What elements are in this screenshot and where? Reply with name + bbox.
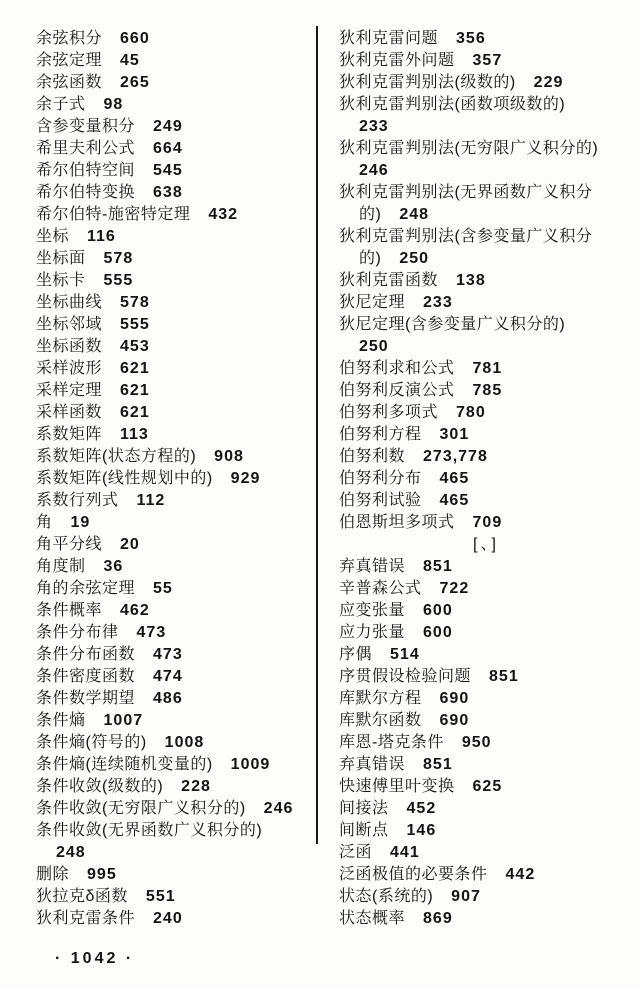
entry-term: 弃真错误 bbox=[339, 558, 406, 575]
entry-term: 希尔伯特变换 bbox=[36, 184, 136, 201]
entry-term: 状态(系统的) bbox=[339, 888, 434, 905]
entry-term: 序偶 bbox=[339, 646, 373, 663]
entry-term: 间接法 bbox=[339, 800, 389, 817]
index-entry-line bbox=[339, 842, 633, 864]
entry-page-number: 555 bbox=[103, 272, 134, 289]
index-entry-line bbox=[339, 446, 633, 468]
entry-page-number: 781 bbox=[472, 360, 503, 377]
entry-page-number: 45 bbox=[120, 52, 140, 69]
entry-term: 狄利克雷判别法(含参变量广义积分 bbox=[339, 228, 593, 245]
entry-term: 坐标函数 bbox=[36, 338, 103, 355]
entry-term: 系数行列式 bbox=[36, 492, 119, 509]
index-entry-line bbox=[339, 336, 633, 358]
entry-page-number: 578 bbox=[103, 250, 134, 267]
index-entry-line bbox=[339, 600, 633, 622]
index-entry-line bbox=[36, 754, 314, 776]
entry-term: 狄尼定理(含参变量广义积分的) bbox=[339, 316, 566, 333]
entry-term: 条件熵(连续随机变量的) bbox=[36, 756, 213, 773]
index-entry-line bbox=[36, 776, 314, 798]
entry-term: 条件密度函数 bbox=[36, 668, 136, 685]
entry-term: 条件熵 bbox=[36, 712, 86, 729]
entry-term: 系数矩阵(状态方程的) bbox=[36, 448, 197, 465]
entry-page-number: 453 bbox=[120, 338, 150, 355]
entry-term: 希尔伯特空间 bbox=[36, 162, 136, 179]
index-entry-line bbox=[339, 556, 633, 578]
entry-page-number: 690 bbox=[439, 690, 470, 707]
entry-page-number: 1009 bbox=[230, 756, 271, 773]
index-entry-line bbox=[36, 446, 314, 468]
entry-page-number: 250 bbox=[359, 338, 389, 355]
entry-term: 角的余弦定理 bbox=[36, 580, 136, 597]
column-divider-rule bbox=[316, 26, 318, 844]
entry-page-number: 240 bbox=[153, 910, 183, 927]
index-entry-line bbox=[339, 644, 633, 666]
index-entry-line bbox=[36, 28, 314, 50]
index-entry-line bbox=[339, 292, 633, 314]
index-entry-line bbox=[339, 798, 633, 820]
entry-page-number: 625 bbox=[472, 778, 503, 795]
index-column-right bbox=[339, 28, 633, 930]
entry-page-number: 1008 bbox=[164, 734, 205, 751]
entry-term: 删除 bbox=[36, 866, 70, 883]
index-entry-line bbox=[36, 292, 314, 314]
index-entry-line bbox=[36, 50, 314, 72]
entry-term: 希尔伯特-施密特定理 bbox=[36, 206, 191, 223]
entry-term: 余弦积分 bbox=[36, 30, 103, 47]
index-entry-line bbox=[36, 578, 314, 600]
index-entry-line bbox=[339, 160, 633, 182]
index-entry-line bbox=[36, 600, 314, 622]
index-entry-line bbox=[36, 710, 314, 732]
entry-term: 状态概率 bbox=[339, 910, 406, 927]
entry-term: 余弦定理 bbox=[36, 52, 103, 69]
entry-term: 条件数学期望 bbox=[36, 690, 136, 707]
entry-page-number: 545 bbox=[153, 162, 183, 179]
entry-page-number: 555 bbox=[120, 316, 150, 333]
entry-term: 伯恩斯坦多项式 bbox=[339, 514, 455, 531]
entry-page-number: 995 bbox=[87, 866, 117, 883]
entry-term: 系数矩阵 bbox=[36, 426, 103, 443]
index-entry-line bbox=[36, 688, 314, 710]
entry-page-number: 116 bbox=[87, 228, 116, 245]
index-entry-line bbox=[339, 94, 633, 116]
index-entry-line bbox=[36, 490, 314, 512]
index-entry-line bbox=[339, 666, 633, 688]
entry-page-number: 780 bbox=[456, 404, 486, 421]
entry-term: 序贯假设检验问题 bbox=[339, 668, 472, 685]
index-entry-line bbox=[339, 358, 633, 380]
entry-page-number: 907 bbox=[451, 888, 481, 905]
index-entry-line bbox=[339, 72, 633, 94]
entry-page-number: 442 bbox=[505, 866, 536, 883]
index-entry-line bbox=[339, 50, 633, 72]
entry-term: 含参变量积分 bbox=[36, 118, 136, 135]
index-entry-line bbox=[339, 424, 633, 446]
entry-page-number: 869 bbox=[423, 910, 453, 927]
entry-page-number: 851 bbox=[423, 756, 453, 773]
index-entry-line bbox=[339, 116, 633, 138]
entry-term: 余弦函数 bbox=[36, 74, 103, 91]
entry-term: 狄利克雷判别法(函数项级数的) bbox=[339, 96, 566, 113]
entry-page-number: 229 bbox=[533, 74, 564, 91]
entry-page-number: 462 bbox=[120, 602, 150, 619]
entry-term: 泛函 bbox=[339, 844, 373, 861]
entry-term: 伯努利多项式 bbox=[339, 404, 439, 421]
index-entry-line bbox=[36, 226, 314, 248]
entry-term: 坐标卡 bbox=[36, 272, 86, 289]
index-entry-line bbox=[339, 490, 633, 512]
entry-page-number: 301 bbox=[439, 426, 470, 443]
index-entry-line bbox=[36, 336, 314, 358]
entry-page-number: 660 bbox=[120, 30, 150, 47]
entry-page-number: 273,778 bbox=[423, 448, 488, 465]
entry-term: 条件收敛(级数的) bbox=[36, 778, 164, 795]
entry-page-number: 98 bbox=[103, 96, 124, 113]
index-entry-line bbox=[339, 776, 633, 798]
entry-term: 伯努利数 bbox=[339, 448, 406, 465]
entry-page-number: 146 bbox=[406, 822, 437, 839]
entry-term: 伯努利分布 bbox=[339, 470, 422, 487]
entry-term: 条件收敛(无界函数广义积分的) bbox=[36, 822, 263, 839]
entry-term: 采样定理 bbox=[36, 382, 103, 399]
index-entry-line bbox=[36, 534, 314, 556]
entry-page-number: 55 bbox=[153, 580, 173, 597]
entry-term: 的) bbox=[359, 206, 382, 223]
index-entry-line bbox=[339, 688, 633, 710]
index-entry-line bbox=[36, 864, 314, 886]
entry-term: 角平分线 bbox=[36, 536, 103, 553]
entry-page-number: 950 bbox=[461, 734, 492, 751]
entry-term: 条件概率 bbox=[36, 602, 103, 619]
index-entry-line bbox=[36, 842, 314, 864]
entry-page-number: 248 bbox=[56, 844, 86, 861]
entry-term: 狄利克雷判别法(级数的) bbox=[339, 74, 516, 91]
entry-term: 条件分布律 bbox=[36, 624, 119, 641]
entry-page-number: 621 bbox=[120, 404, 150, 421]
index-entry-line bbox=[36, 160, 314, 182]
page-number-footer: · 1042 · bbox=[55, 950, 135, 967]
entry-page-number: 246 bbox=[263, 800, 294, 817]
index-entry-line bbox=[339, 622, 633, 644]
entry-page-number: 709 bbox=[472, 514, 503, 531]
radical-section-heading: [、] bbox=[473, 536, 499, 553]
entry-page-number: 20 bbox=[120, 536, 140, 553]
entry-page-number: 246 bbox=[359, 162, 389, 179]
entry-term: 采样波形 bbox=[36, 360, 103, 377]
entry-term: 希里夫利公式 bbox=[36, 140, 136, 157]
entry-term: 伯努利反演公式 bbox=[339, 382, 455, 399]
entry-page-number: 722 bbox=[439, 580, 470, 597]
entry-term: 库恩-塔克条件 bbox=[339, 734, 444, 751]
entry-term: 弃真错误 bbox=[339, 756, 406, 773]
entry-page-number: 851 bbox=[489, 668, 519, 685]
entry-term: 库默尔方程 bbox=[339, 690, 422, 707]
entry-term: 条件分布函数 bbox=[36, 646, 136, 663]
entry-page-number: 908 bbox=[214, 448, 244, 465]
entry-page-number: 465 bbox=[439, 470, 470, 487]
index-entry-line bbox=[36, 512, 314, 534]
entry-page-number: 265 bbox=[120, 74, 150, 91]
entry-term: 条件收敛(无穷限广义积分的) bbox=[36, 800, 246, 817]
index-entry-line bbox=[36, 270, 314, 292]
entry-term: 的) bbox=[359, 250, 382, 267]
index-entry-line bbox=[36, 622, 314, 644]
index-entry-line bbox=[339, 886, 633, 908]
entry-page-number: 228 bbox=[181, 778, 211, 795]
entry-page-number: 248 bbox=[399, 206, 430, 223]
index-entry-line bbox=[36, 116, 314, 138]
index-entry-line bbox=[36, 732, 314, 754]
entry-page-number: 441 bbox=[390, 844, 420, 861]
index-entry-line bbox=[36, 798, 314, 820]
entry-term: 角 bbox=[36, 514, 53, 531]
index-entry-line bbox=[339, 248, 633, 270]
index-entry-line bbox=[36, 886, 314, 908]
entry-term: 坐标 bbox=[36, 228, 70, 245]
index-entry-line bbox=[339, 182, 633, 204]
index-entry-line bbox=[339, 402, 633, 424]
index-entry-line bbox=[36, 556, 314, 578]
entry-term: 辛普森公式 bbox=[339, 580, 422, 597]
entry-page-number: 929 bbox=[230, 470, 261, 487]
entry-page-number: 357 bbox=[472, 52, 503, 69]
index-entry-line bbox=[339, 512, 633, 534]
entry-page-number: 473 bbox=[153, 646, 183, 663]
entry-page-number: 19 bbox=[70, 514, 91, 531]
entry-page-number: 138 bbox=[456, 272, 486, 289]
entry-term: 余子式 bbox=[36, 96, 86, 113]
entry-page-number: 851 bbox=[423, 558, 453, 575]
entry-page-number: 113 bbox=[120, 426, 149, 443]
index-entry-line bbox=[339, 204, 633, 226]
entry-page-number: 551 bbox=[145, 888, 176, 905]
index-entry-line bbox=[36, 72, 314, 94]
entry-page-number: 600 bbox=[423, 624, 453, 641]
index-entry-line bbox=[339, 820, 633, 842]
entry-page-number: 356 bbox=[456, 30, 486, 47]
entry-term: 狄利克雷判别法(无界函数广义积分 bbox=[339, 184, 593, 201]
index-entry-line bbox=[339, 314, 633, 336]
index-entry-line bbox=[36, 468, 314, 490]
entry-term: 狄利克雷函数 bbox=[339, 272, 439, 289]
entry-term: 快速傅里叶变换 bbox=[339, 778, 455, 795]
index-entry-line bbox=[339, 864, 633, 886]
index-entry-line bbox=[339, 138, 633, 160]
entry-term: 伯努利求和公式 bbox=[339, 360, 455, 377]
entry-page-number: 785 bbox=[472, 382, 503, 399]
entry-page-number: 1007 bbox=[103, 712, 144, 729]
entry-term: 泛函极值的必要条件 bbox=[339, 866, 488, 883]
entry-page-number: 664 bbox=[153, 140, 183, 157]
index-column-left bbox=[36, 28, 314, 930]
entry-term: 采样函数 bbox=[36, 404, 103, 421]
entry-page-number: 638 bbox=[153, 184, 183, 201]
entry-page-number: 249 bbox=[153, 118, 183, 135]
entry-term: 狄拉克δ函数 bbox=[36, 888, 128, 905]
entry-page-number: 514 bbox=[390, 646, 420, 663]
entry-page-number: 474 bbox=[153, 668, 183, 685]
index-entry-line bbox=[339, 468, 633, 490]
index-entry-line bbox=[36, 380, 314, 402]
entry-term: 狄利克雷条件 bbox=[36, 910, 136, 927]
index-entry-line bbox=[339, 28, 633, 50]
index-entry-line bbox=[339, 732, 633, 754]
entry-term: 条件熵(符号的) bbox=[36, 734, 147, 751]
index-entry-line bbox=[36, 94, 314, 116]
entry-term: 狄利克雷判别法(无穷限广义积分的) bbox=[339, 140, 599, 157]
entry-page-number: 250 bbox=[399, 250, 430, 267]
entry-term: 库默尔函数 bbox=[339, 712, 422, 729]
index-entry-line bbox=[36, 182, 314, 204]
index-entry-line bbox=[339, 380, 633, 402]
entry-term: 坐标曲线 bbox=[36, 294, 103, 311]
entry-page-number: 36 bbox=[103, 558, 124, 575]
entry-page-number: 690 bbox=[439, 712, 470, 729]
index-entry-line bbox=[36, 908, 314, 930]
index-entry-line bbox=[36, 644, 314, 666]
entry-page-number: 621 bbox=[120, 382, 150, 399]
entry-page-number: 452 bbox=[406, 800, 437, 817]
index-entry-line bbox=[36, 314, 314, 336]
index-entry-line bbox=[339, 754, 633, 776]
index-entry-line bbox=[339, 710, 633, 732]
entry-page-number: 578 bbox=[120, 294, 150, 311]
index-entry-line bbox=[36, 424, 314, 446]
index-entry-line bbox=[36, 138, 314, 160]
entry-term: 应变张量 bbox=[339, 602, 406, 619]
index-entry-line bbox=[36, 666, 314, 688]
entry-page-number: 112 bbox=[136, 492, 166, 509]
index-entry-line bbox=[36, 204, 314, 226]
entry-page-number: 233 bbox=[359, 118, 389, 135]
entry-page-number: 600 bbox=[423, 602, 453, 619]
entry-term: 坐标邻域 bbox=[36, 316, 103, 333]
entry-term: 坐标面 bbox=[36, 250, 86, 267]
entry-page-number: 465 bbox=[439, 492, 470, 509]
entry-page-number: 621 bbox=[120, 360, 150, 377]
entry-term: 狄利克雷外问题 bbox=[339, 52, 455, 69]
index-entry-line bbox=[339, 908, 633, 930]
index-entry-line bbox=[339, 226, 633, 248]
entry-page-number: 473 bbox=[136, 624, 167, 641]
index-entry-line bbox=[36, 820, 314, 842]
entry-term: 伯努利方程 bbox=[339, 426, 422, 443]
entry-term: 应力张量 bbox=[339, 624, 406, 641]
index-entry-line bbox=[36, 358, 314, 380]
index-entry-line bbox=[339, 270, 633, 292]
entry-term: 狄利克雷问题 bbox=[339, 30, 439, 47]
entry-term: 系数矩阵(线性规划中的) bbox=[36, 470, 213, 487]
entry-term: 狄尼定理 bbox=[339, 294, 406, 311]
index-entry-line bbox=[36, 248, 314, 270]
entry-term: 角度制 bbox=[36, 558, 86, 575]
index-entry-line bbox=[339, 578, 633, 600]
entry-page-number: 233 bbox=[423, 294, 453, 311]
entry-term: 间断点 bbox=[339, 822, 389, 839]
entry-page-number: 486 bbox=[153, 690, 183, 707]
entry-term: 伯努利试验 bbox=[339, 492, 422, 509]
entry-page-number: 432 bbox=[208, 206, 239, 223]
index-entry-line bbox=[36, 402, 314, 424]
